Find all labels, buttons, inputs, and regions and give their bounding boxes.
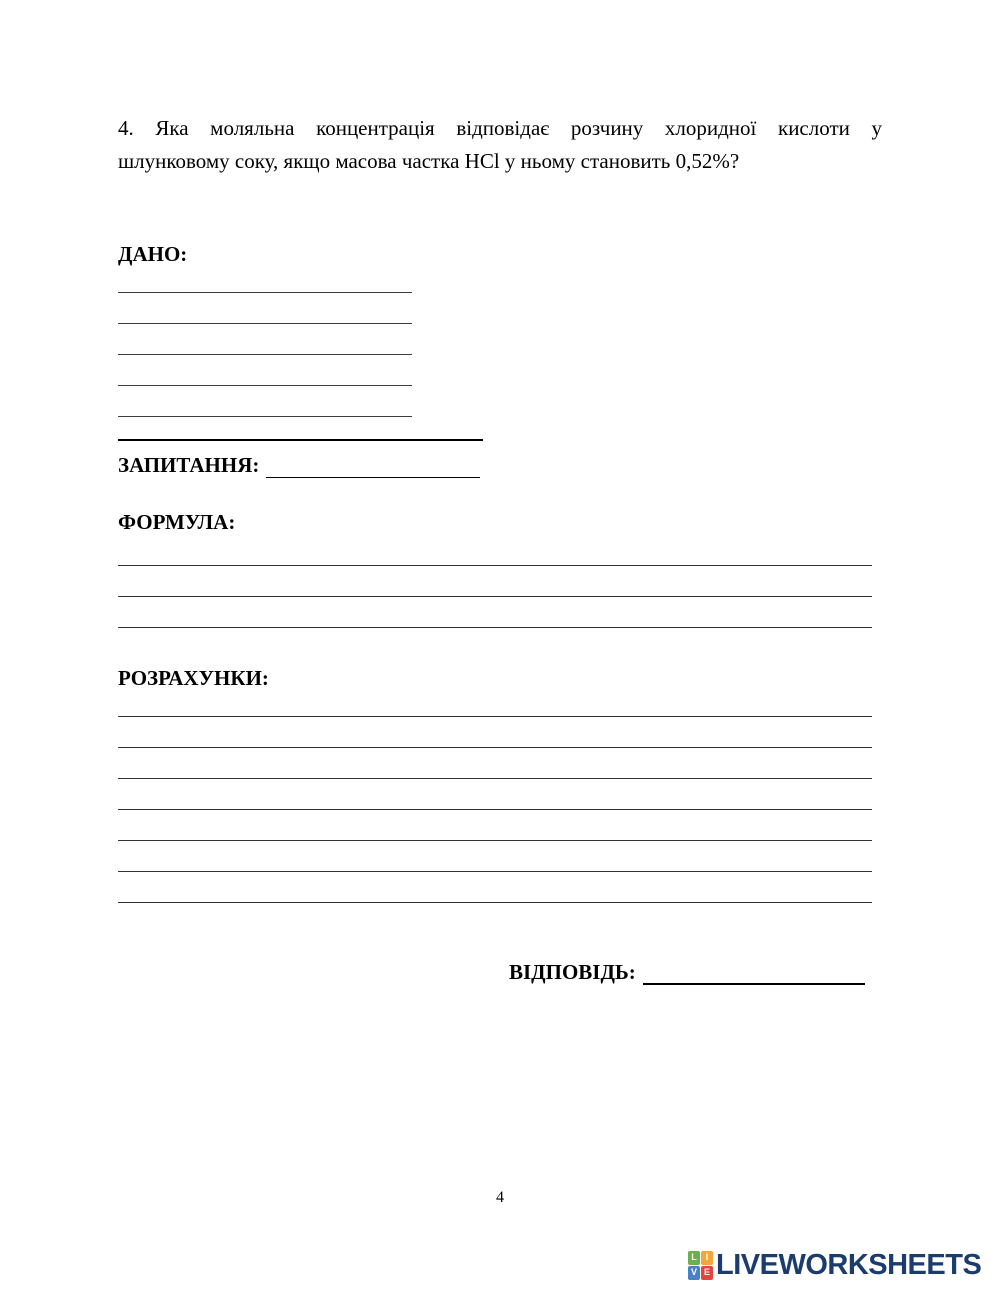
blank-line[interactable]	[118, 355, 412, 386]
calculations-label: РОЗРАХУНКИ:	[118, 666, 269, 690]
logo-tile-i: I	[701, 1251, 713, 1265]
given-last-blank-line[interactable]	[118, 439, 483, 441]
liveworksheets-logo[interactable]	[688, 1250, 981, 1280]
blank-line[interactable]	[118, 841, 872, 872]
answer-blank-line[interactable]	[643, 959, 865, 985]
logo-tile-e: E	[701, 1266, 713, 1280]
blank-line[interactable]	[118, 566, 872, 597]
blank-line[interactable]	[118, 535, 872, 566]
blank-line[interactable]	[118, 386, 412, 417]
formula-blank-lines	[118, 535, 872, 628]
logo-tile-v: V	[688, 1266, 700, 1280]
formula-label: ФОРМУЛА:	[118, 510, 236, 534]
question-text	[118, 112, 882, 178]
page-number: 4	[496, 1189, 504, 1206]
blank-line[interactable]	[118, 872, 872, 903]
blank-line[interactable]	[118, 717, 872, 748]
liveworksheets-logo-icon	[688, 1251, 713, 1280]
question-text-line-1: 4. Яка моляльна концентрація відповідає розчину хлоридної кислоти у	[118, 116, 882, 140]
question-text-line-2: шлунковому соку, якщо масова частка HCl у ньому становить 0,52%?	[118, 149, 740, 173]
blank-line[interactable]	[118, 324, 412, 355]
question-blank-line[interactable]	[266, 453, 480, 478]
blank-line[interactable]	[118, 293, 412, 324]
question-label: ЗАПИТАННЯ:	[118, 453, 260, 477]
blank-line[interactable]	[118, 779, 872, 810]
given-label: ДАНО:	[118, 242, 188, 266]
calculations-blank-lines	[118, 686, 872, 903]
blank-line[interactable]	[118, 810, 872, 841]
logo-wordmark: LIVEWORKSHEETS	[716, 1249, 982, 1281]
given-blank-lines	[118, 262, 412, 417]
blank-line[interactable]	[118, 686, 872, 717]
question-row	[118, 452, 480, 478]
answer-row	[509, 959, 865, 985]
logo-tile-l: L	[688, 1251, 700, 1265]
blank-line[interactable]	[118, 262, 412, 293]
answer-label: ВІДПОВІДЬ:	[509, 960, 636, 984]
blank-line[interactable]	[118, 597, 872, 628]
blank-line[interactable]	[118, 748, 872, 779]
